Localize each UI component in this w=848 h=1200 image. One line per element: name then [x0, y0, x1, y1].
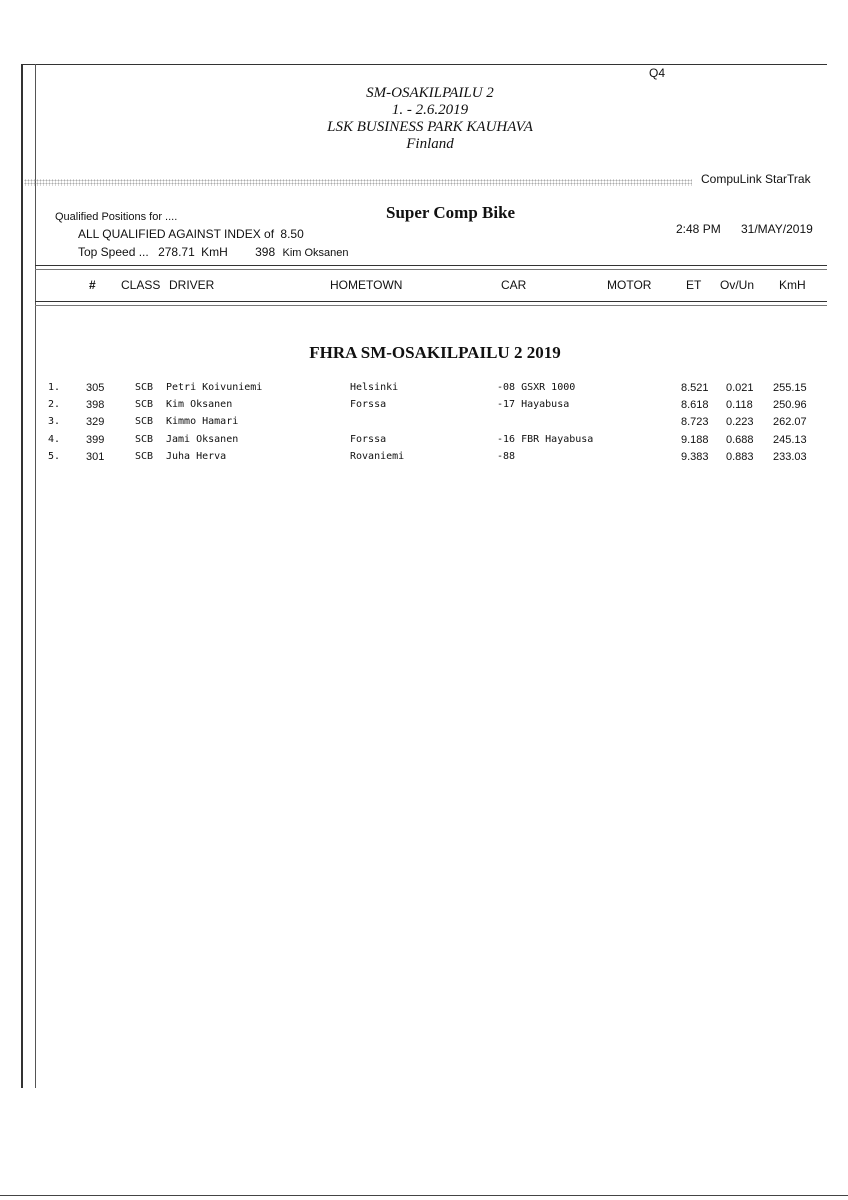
col-car: CAR	[501, 278, 527, 292]
row-hometown: Forssa	[350, 399, 387, 410]
index-label: ALL QUALIFIED AGAINST INDEX of	[78, 227, 275, 241]
frame-left-inner-border	[35, 64, 36, 1088]
col-et: ET	[686, 278, 702, 292]
row-et: 8.723	[681, 416, 709, 428]
table-row	[0, 399, 848, 416]
col-kmh: KmH	[779, 278, 806, 292]
row-et: 9.383	[681, 451, 709, 463]
row-car: -88	[497, 451, 516, 462]
row-kmh: 255.15	[773, 382, 807, 394]
section-title: FHRA SM-OSAKILPAILU 2 2019	[309, 343, 561, 362]
page-code: Q4	[649, 66, 666, 80]
row-class: SCB	[135, 434, 154, 445]
top-speed-unit: KmH	[201, 245, 228, 259]
row-number: 305	[86, 382, 105, 394]
index-value: 8.50	[280, 227, 304, 241]
report-time: 2:48 PM	[676, 222, 721, 236]
table-row	[0, 434, 848, 451]
col-driver: DRIVER	[169, 278, 215, 292]
row-et: 8.521	[681, 382, 709, 394]
row-driver: Petri Koivuniemi	[166, 382, 263, 393]
row-number: 329	[86, 416, 105, 428]
top-speed-label: Top Speed ...	[78, 245, 149, 259]
header-rule-bottom-2	[35, 305, 827, 306]
row-car: -08 GSXR 1000	[497, 382, 576, 393]
row-ovun: 0.223	[726, 416, 754, 428]
row-driver: Jami Oksanen	[166, 434, 239, 445]
report-date: 31/MAY/2019	[741, 222, 813, 236]
table-row	[0, 416, 848, 433]
row-kmh: 250.96	[773, 399, 807, 411]
row-kmh: 262.07	[773, 416, 807, 428]
top-speed-line	[78, 245, 349, 259]
row-number: 301	[86, 451, 105, 463]
header-rule-top	[35, 265, 827, 266]
col-hometown: HOMETOWN	[330, 278, 403, 292]
row-et: 9.188	[681, 434, 709, 446]
page-bottom-rule	[0, 1195, 848, 1196]
event-venue: LSK BUSINESS PARK KAUHAVA	[327, 119, 533, 135]
frame-top-border	[21, 64, 827, 65]
row-number: 399	[86, 434, 105, 446]
row-kmh: 245.13	[773, 434, 807, 446]
row-hometown: Helsinki	[350, 382, 399, 393]
table-row	[0, 382, 848, 399]
top-speed-driver: Kim Oksanen	[282, 247, 349, 259]
col-ovun: Ov/Un	[720, 278, 755, 292]
row-number: 398	[86, 399, 105, 411]
row-hometown: Forssa	[350, 434, 387, 445]
row-ovun: 0.021	[726, 382, 754, 394]
top-speed-value: 278.71	[158, 245, 195, 259]
row-driver: Kimmo Hamari	[166, 416, 239, 427]
event-name: SM-OSAKILPAILU 2	[366, 85, 494, 101]
row-et: 8.618	[681, 399, 709, 411]
header-rule-bottom	[35, 301, 827, 302]
row-kmh: 233.03	[773, 451, 807, 463]
event-dates: 1. - 2.6.2019	[391, 102, 469, 118]
index-line	[78, 227, 304, 241]
row-class: SCB	[135, 416, 154, 427]
col-num: #	[89, 278, 96, 292]
row-position: 1.	[48, 382, 61, 393]
row-ovun: 0.883	[726, 451, 754, 463]
frame-left-border	[21, 64, 23, 1088]
row-position: 2.	[48, 399, 61, 410]
row-car: -17 Hayabusa	[497, 399, 570, 410]
class-title: Super Comp Bike	[386, 203, 516, 222]
top-speed-number: 398	[255, 245, 276, 259]
row-car: -16 FBR Hayabusa	[497, 434, 594, 445]
row-class: SCB	[135, 399, 154, 410]
system-name: CompuLink StarTrak	[701, 172, 811, 186]
row-position: 3.	[48, 416, 61, 427]
row-position: 5.	[48, 451, 61, 462]
row-ovun: 0.118	[726, 399, 753, 411]
row-ovun: 0.688	[726, 434, 754, 446]
row-driver: Kim Oksanen	[166, 399, 233, 410]
header-rule-top-2	[35, 269, 827, 270]
col-motor: MOTOR	[607, 278, 652, 292]
qualified-label: Qualified Positions for ....	[55, 211, 178, 223]
col-class: CLASS	[121, 278, 161, 292]
row-class: SCB	[135, 451, 154, 462]
row-class: SCB	[135, 382, 154, 393]
table-row	[0, 451, 848, 468]
row-driver: Juha Herva	[166, 451, 227, 462]
event-country: Finland	[406, 136, 454, 152]
dotted-separator	[24, 179, 692, 186]
row-position: 4.	[48, 434, 61, 445]
row-hometown: Rovaniemi	[350, 451, 405, 462]
